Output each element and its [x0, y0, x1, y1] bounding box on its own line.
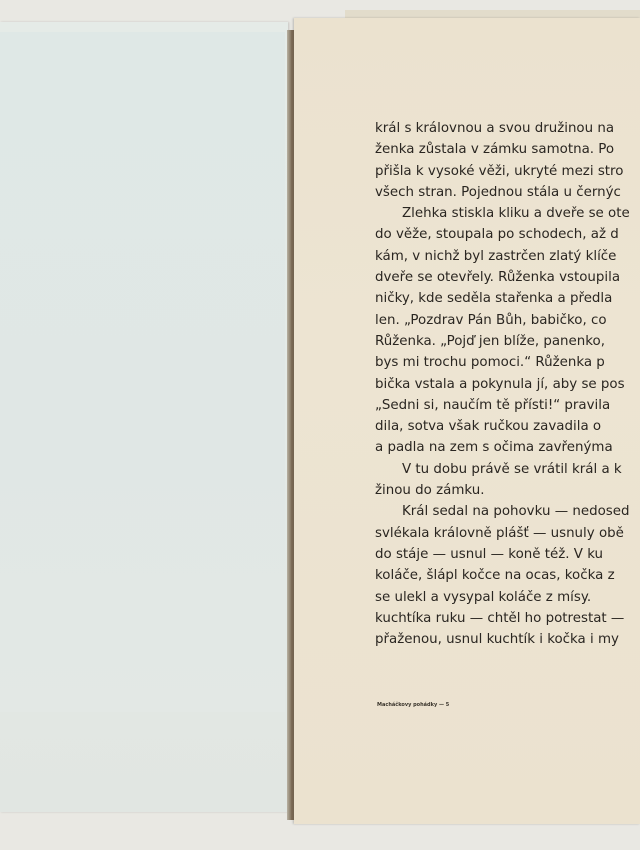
- body-text: [375, 118, 640, 650]
- text-line: bička vstala a pokynula jí, aby se pos: [375, 376, 625, 392]
- text-line: len. „Pozdrav Pán Bůh, babičko, co: [375, 312, 607, 328]
- page-footer: Macháčkovy pohádky — 5: [377, 702, 450, 708]
- text-line: přišla k vysoké věži, ukryté mezi stro: [375, 163, 624, 179]
- text-line: Zlehka stiskla kliku a dveře se ote: [402, 206, 630, 222]
- text-line: koláče, šlápl kočce na ocas, kočka z: [375, 568, 615, 584]
- text-line: kuchtíka ruku — chtěl ho potrestat —: [375, 610, 625, 626]
- left-page: [0, 22, 288, 812]
- text-line: „Sedni si, naučím tě přísti!“ pravila: [375, 397, 611, 413]
- text-line: všech stran. Pojednou stála u černýc: [375, 184, 621, 200]
- blank-plate: [0, 32, 285, 712]
- text-line: král s královnou a svou družinou na: [375, 121, 615, 136]
- text-line: V tu dobu právě se vrátil král a k: [402, 461, 622, 477]
- text-line: ničky, kde seděla stařenka a předla: [375, 291, 613, 307]
- text-line: dveře se otevřely. Růženka vstoupila: [375, 270, 621, 286]
- text-line: a padla na zem s očima zavřenýma: [375, 440, 613, 456]
- text-line: do stáje — usnul — koně též. V ku: [375, 546, 604, 562]
- text-line: dila, sotva však ručkou zavadila o: [375, 419, 602, 435]
- text-line: Růženka. „Pojď jen blíže, panenko,: [375, 333, 605, 349]
- text-line: svlékala královně plášť — usnuly obě: [375, 525, 624, 541]
- text-line: se ulekl a vysypal koláče z mísy.: [375, 589, 592, 605]
- text-line: přaženou, usnul kuchtík i kočka i my: [375, 632, 619, 648]
- text-line: kám, v nichž byl zastrčen zlatý klíče: [375, 248, 617, 264]
- text-line: žinou do zámku.: [375, 483, 485, 499]
- text-line: do věže, stoupala po schodech, až d: [375, 227, 619, 243]
- text-line: Král sedal na pohovku — nedosed: [402, 504, 630, 520]
- text-line: ženka zůstala v zámku samotna. Po: [375, 142, 615, 158]
- text-line: bys mi trochu pomoci.“ Růženka p: [375, 355, 605, 371]
